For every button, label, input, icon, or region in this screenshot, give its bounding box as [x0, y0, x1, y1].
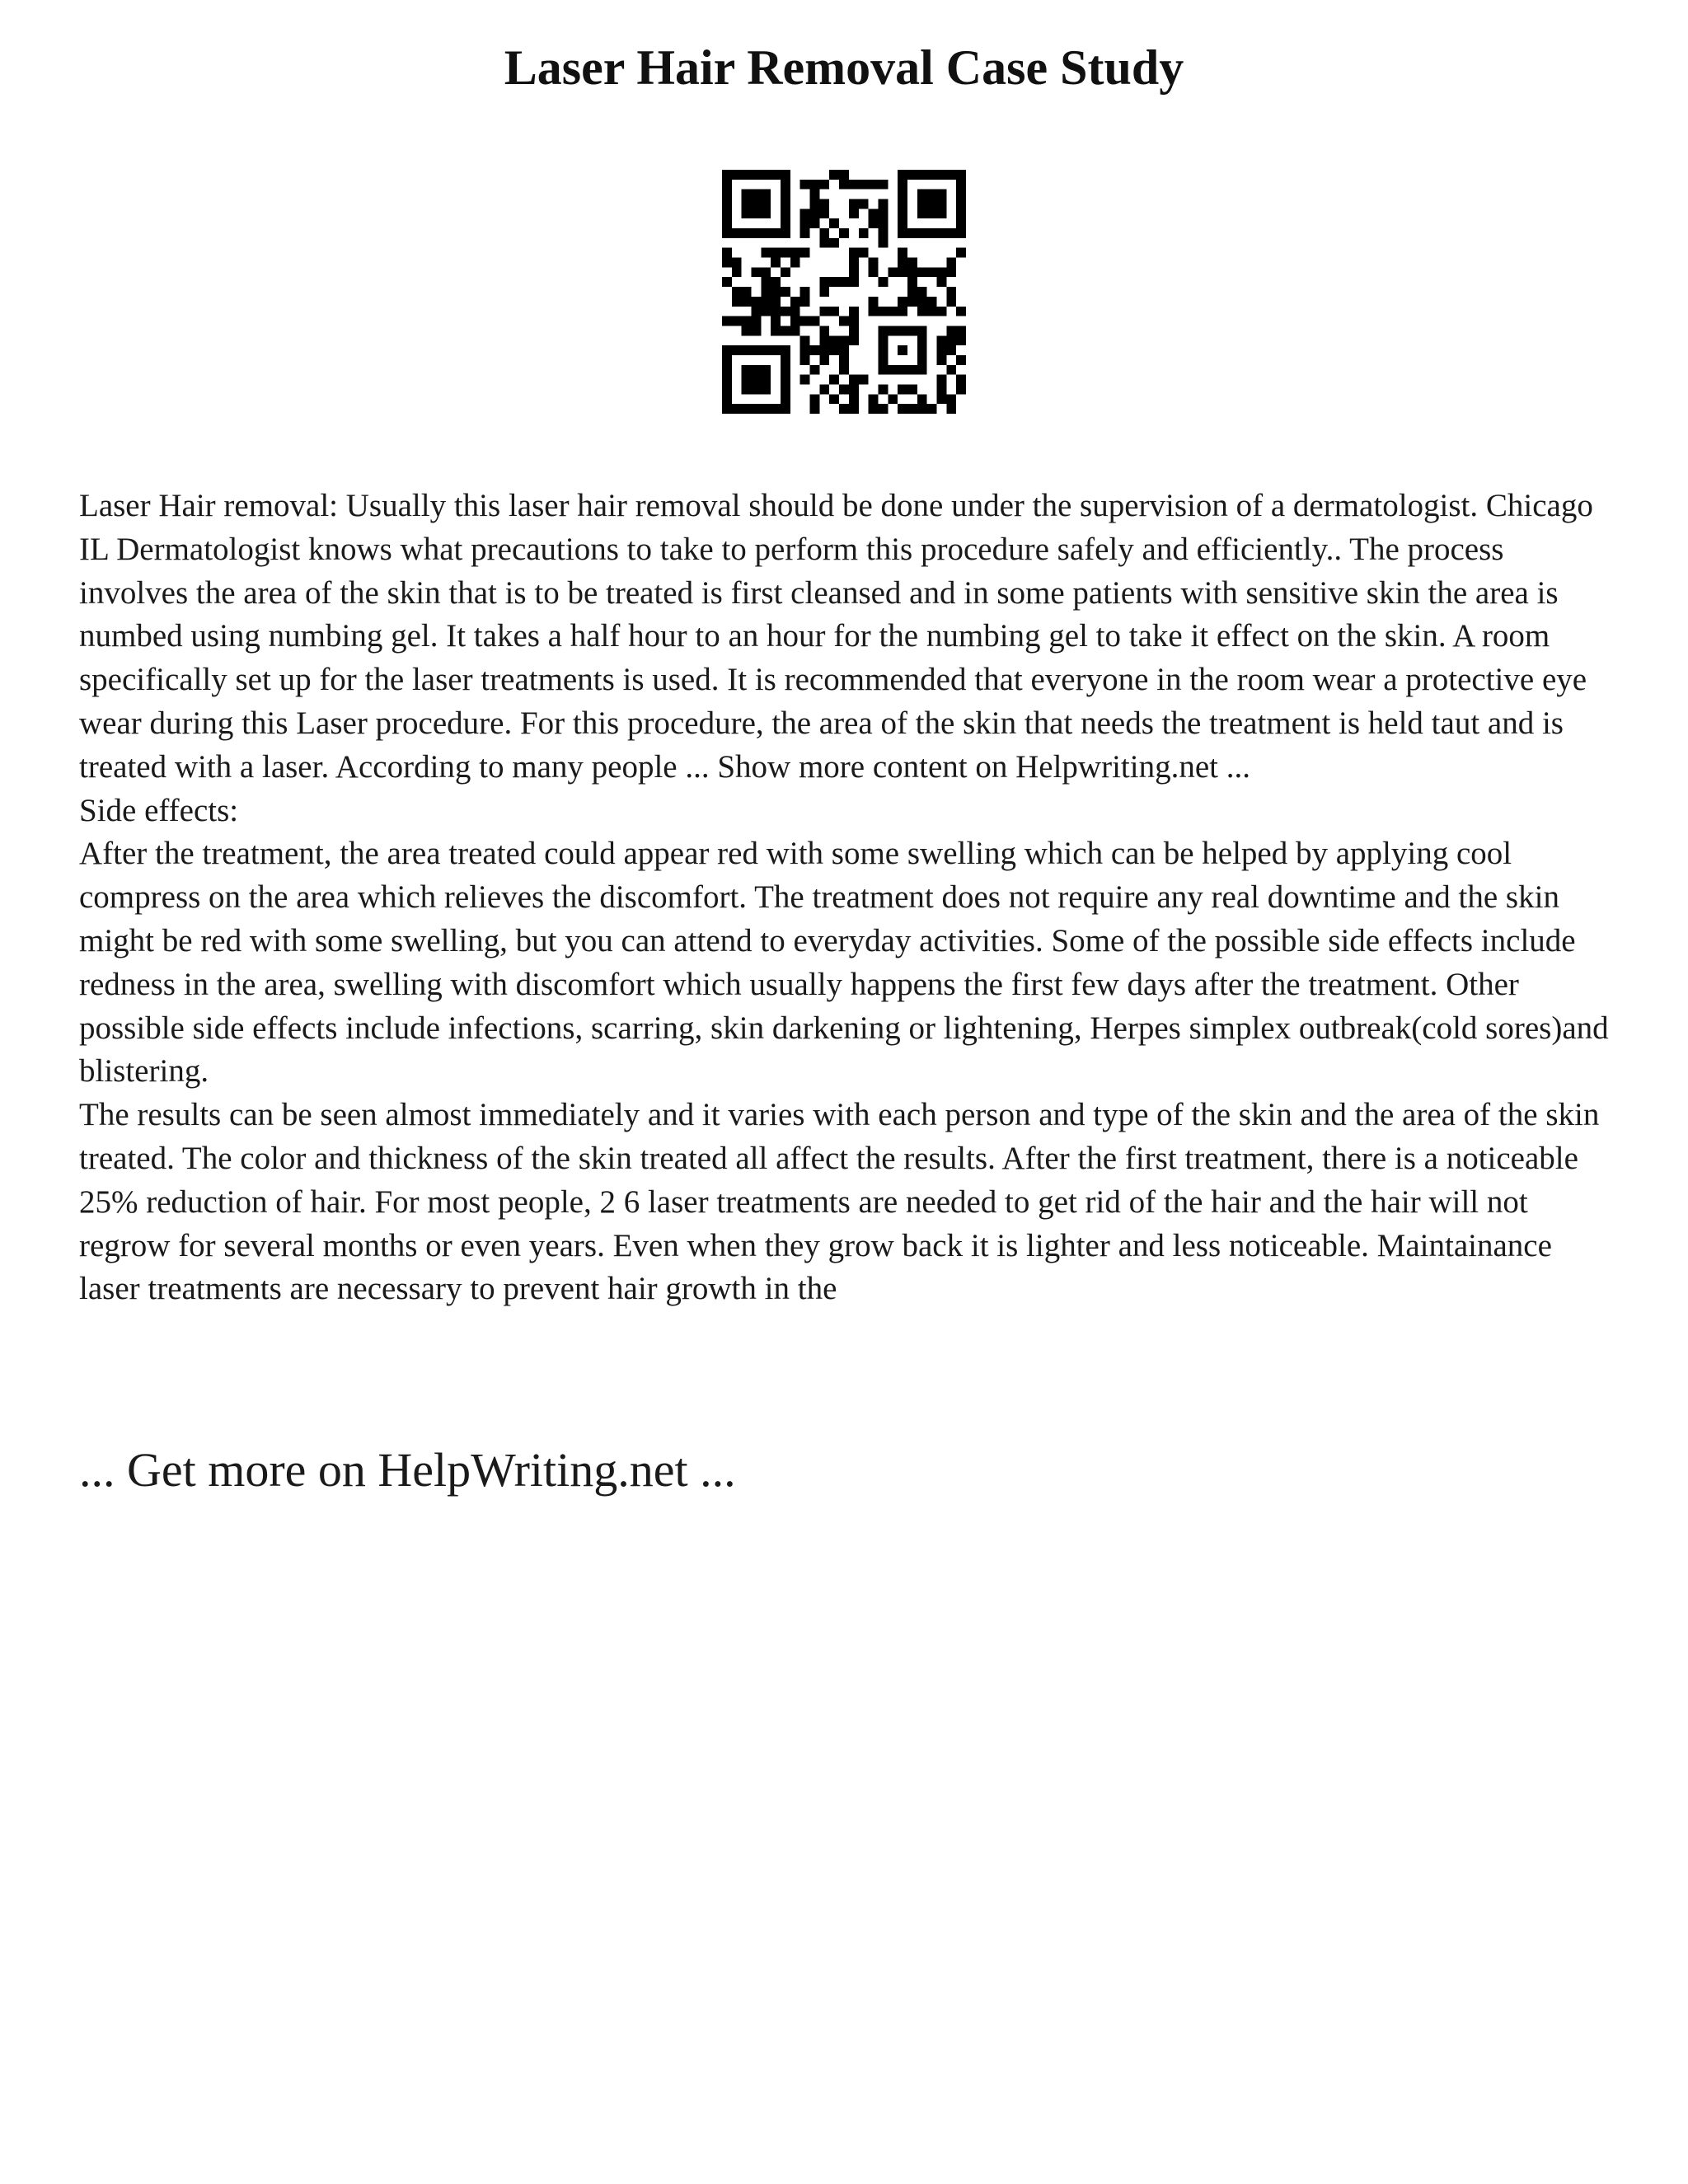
get-more-link[interactable]: ... Get more on HelpWriting.net ...	[79, 1443, 736, 1497]
page-title: Laser Hair Removal Case Study	[504, 40, 1184, 95]
qr-code-icon	[722, 170, 966, 414]
article-body	[79, 485, 1620, 1311]
paragraph-side-effects: After the treatment, the area treated could appear red with some swelling which can be helped by applying cool compress on the area which relieves the discomfort. The treatment does not require any real downtime and the skin might be red with some swelling, but you can attend to everyday activities. Some of the possible side effects include redness in the area, swelling with discomfort which usually happens the first few days after the treatment. Other possible side effects include infections, scarring, skin darkening or lightening, Herpes simplex outbreak(cold sores)and blistering.	[79, 836, 1609, 1090]
paragraph-procedure: Laser Hair removal: Usually this laser hair removal should be done under the supervision of a dermatologist. Chicago IL Dermatologist knows what precautions to take to perform this procedure safely and efficiently.. The process involves the area of the skin that is to be treated is first cleansed and in some patients with sensitive skin the area is numbed using numbing gel. It takes a half hour to an hour for the numbing gel to take it effect on the skin. A room specifically set up for the laser treatments is used. It is recommended that everyone in the room wear a protective eye wear during this Laser procedure. For this procedure, the area of the skin that needs the treatment is held taut and is treated with a laser. According to many people ... Show more content on Helpwriting.net ...	[79, 488, 1593, 785]
paragraph-results: The results can be seen almost immediately and it varies with each person and type of the skin and the area of the skin treated. The color and thickness of the skin treated all affect the results. After the first treatment, there is a noticeable 25% reduction of hair. For most people, 2 6 laser treatments are needed to get rid of the hair and the hair will not regrow for several months or even years. Even when they grow back it is lighter and less noticeable. Maintainance laser treatments are necessary to prevent hair growth in the	[79, 1097, 1600, 1307]
section-heading-side-effects: Side effects:	[79, 792, 239, 828]
